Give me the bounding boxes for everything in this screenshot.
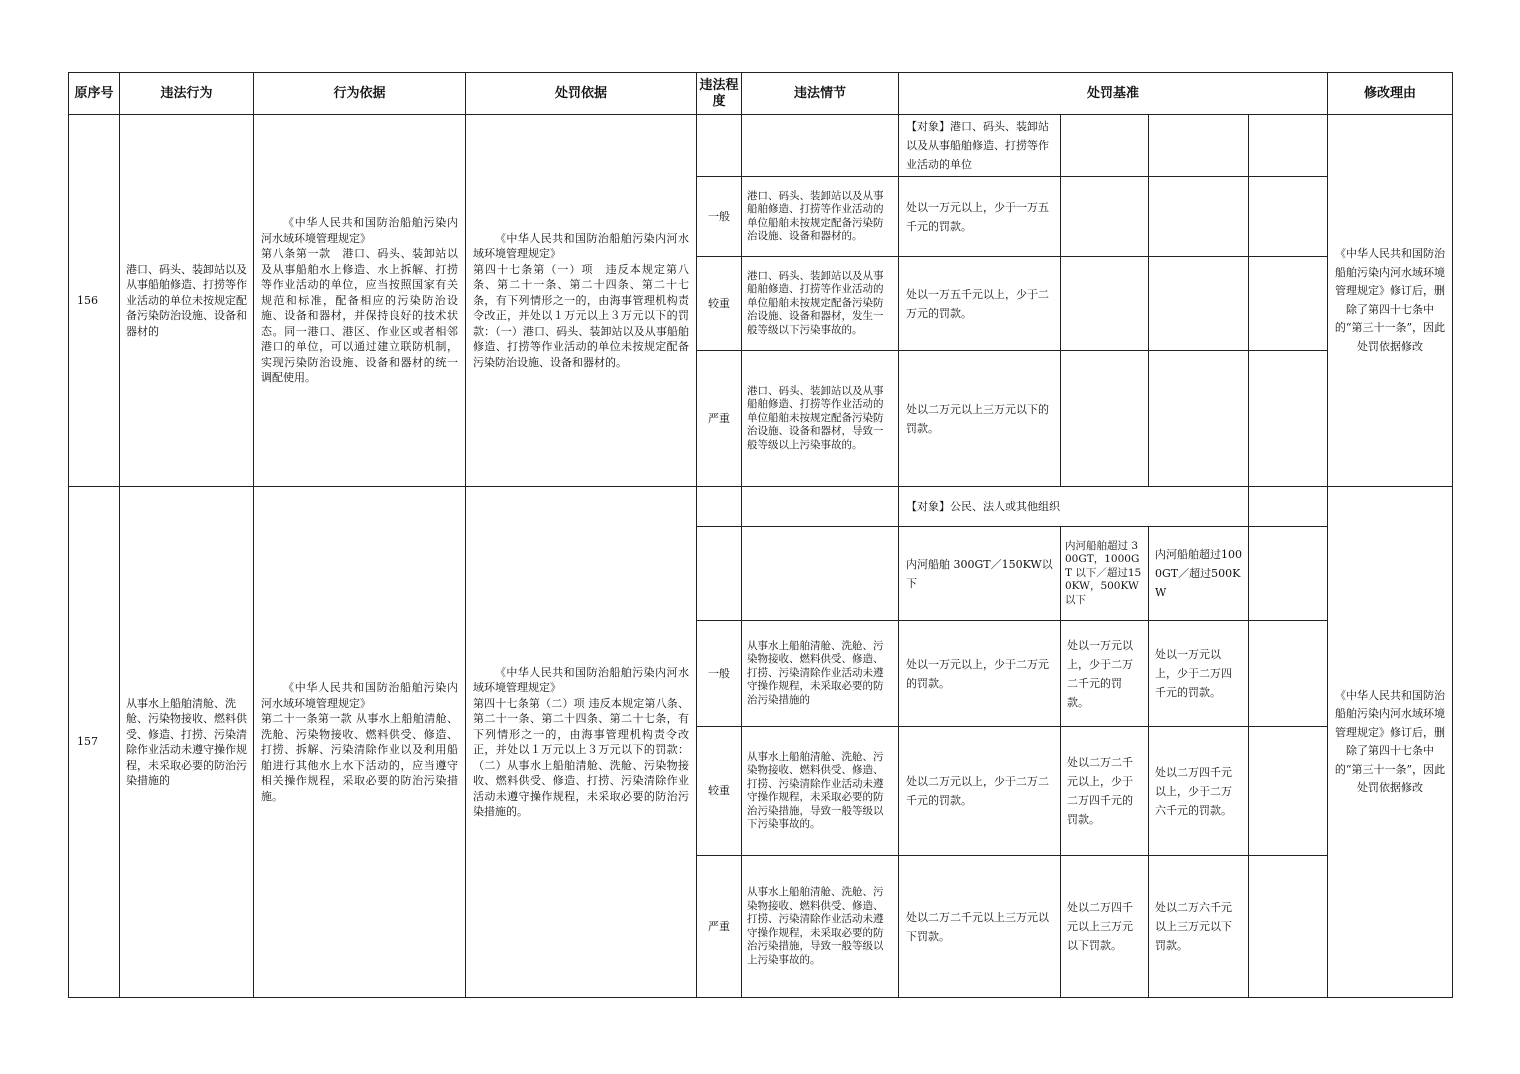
violation-behavior: 从事水上船舶清舱、洗舱、污染物接收、燃料供受、修造、打捞、污染清除作业活动未遵守操作规程，未采取必要的防治污染措施的 <box>120 487 254 998</box>
standard-large: 处以二万四千元以上，少于二万六千元的罚款。 <box>1149 727 1249 856</box>
standard-cell: 处以一万五千元以上，少于二万元的罚款。 <box>899 257 1061 351</box>
target-cell: 【对象】公民、法人或其他组织 <box>899 487 1249 527</box>
behavior-basis: 《中华人民共和国防治船舶污染内河水域环境管理规定》 第八条第一款 港口、码头、装卸站以及从事船舶水上修造、水上拆解、打捞等作业活动的单位，应当按照国家有关规范和标准，配备相应的污染防治设施、设备和器材，并保持良好的技术状态。同一港口、港区、作业区或者相邻港口的单位，可以通过建立联防机制，实现污染防治设施、设备和器材的统一调配使用。 <box>254 115 466 487</box>
empty-cell <box>1249 856 1328 998</box>
category-large-vessel: 内河船舶超过1000GT／超过500KW <box>1149 527 1249 621</box>
situation-cell <box>742 527 899 621</box>
empty-cell <box>1149 177 1249 257</box>
standard-large: 处以二万六千元以上三万元以下罚款。 <box>1149 856 1249 998</box>
category-small-vessel: 内河船舶 300GT／150KW以下 <box>899 527 1061 621</box>
standard-cell: 处以二万元以上三万元以下的罚款。 <box>899 351 1061 487</box>
level-cell <box>697 115 742 177</box>
standard-medium: 处以一万元以上，少于二万二千元的罚款。 <box>1061 621 1149 727</box>
standard-small: 处以二万二千元以上三万元以下罚款。 <box>899 856 1061 998</box>
header-situation: 违法情节 <box>742 73 899 115</box>
standard-small: 处以二万元以上，少于二万二千元的罚款。 <box>899 727 1061 856</box>
header-behavior: 违法行为 <box>120 73 254 115</box>
situation-cell: 港口、码头、装卸站以及从事船舶修造、打捞等作业活动的单位船舶未按规定配备污染防治设施、设备和器材，导致一般等级以上污染事故的。 <box>742 351 899 487</box>
level-cell <box>697 487 742 527</box>
empty-cell <box>1249 257 1328 351</box>
header-seq: 原序号 <box>69 73 120 115</box>
header-standard: 处罚基准 <box>899 73 1328 115</box>
empty-cell <box>1249 177 1328 257</box>
empty-cell <box>1149 115 1249 177</box>
table-row <box>69 487 1453 527</box>
penalty-standards-table <box>68 72 1453 998</box>
situation-cell <box>742 487 899 527</box>
situation-cell: 港口、码头、装卸站以及从事船舶修造、打捞等作业活动的单位船舶未按规定配备污染防治设施、设备和器材，发生一般等级以下污染事故的。 <box>742 257 899 351</box>
header-level: 违法程度 <box>697 73 742 115</box>
standard-large: 处以一万元以上，少于二万四千元的罚款。 <box>1149 621 1249 727</box>
standard-small: 处以一万元以上，少于二万元的罚款。 <box>899 621 1061 727</box>
header-reason: 修改理由 <box>1328 73 1453 115</box>
penalty-basis: 《中华人民共和国防治船舶污染内河水域环境管理规定》 第四十七条第（二）项 违反本规定第八条、第二十一条、第二十四条、第二十七条，有下列情形之一的，由海事管理机构责令改正，并处以１万元以上３万元以下的罚款：（二）从事水上船舶清舱、洗舱、污染物接收、燃料供受、修造、打捞、污染清除作业活动未遵守操作规程，未采取必要的防治污染措施的。 <box>466 487 697 998</box>
category-medium-vessel: 内河船舶超过 300GT，1000GT 以下／超过150KW，500KW以下 <box>1061 527 1149 621</box>
amendment-reason: 《中华人民共和国防治船舶污染内河水域环境管理规定》修订后，删除了第四十七条中的“第三十一条”，因此处罚依据修改 <box>1328 487 1453 998</box>
situation-cell <box>742 115 899 177</box>
penalty-basis: 《中华人民共和国防治船舶污染内河水域环境管理规定》 第四十七条第（一）项 违反本规定第八条、第二十一条、第二十四条、第二十七条，有下列情形之一的，由海事管理机构责令改正，并处以１万元以上３万元以下的罚款：（一）港口、码头、装卸站以及从事船舶修造、打捞等作业活动的单位未按规定配备污染防治设施、设备和器材的。 <box>466 115 697 487</box>
header-basis: 行为依据 <box>254 73 466 115</box>
empty-cell <box>1149 257 1249 351</box>
situation-cell: 港口、码头、装卸站以及从事船舶修造、打捞等作业活动的单位船舶未按规定配备污染防治设施、设备和器材的。 <box>742 177 899 257</box>
record-number: 156 <box>69 115 120 487</box>
empty-cell <box>1249 115 1328 177</box>
empty-cell <box>1061 257 1149 351</box>
standard-medium: 处以二万四千元以上三万元以下罚款。 <box>1061 856 1149 998</box>
target-cell: 【对象】港口、码头、装卸站以及从事船舶修造、打捞等作业活动的单位 <box>899 115 1061 177</box>
level-cell: 较重 <box>697 257 742 351</box>
standard-cell: 处以一万元以上，少于一万五千元的罚款。 <box>899 177 1061 257</box>
behavior-basis: 《中华人民共和国防治船舶污染内河水域环境管理规定》 第二十一条第一款 从事水上船舶清舱、洗舱、污染物接收、燃料供受、修造、打捞、拆解、污染清除作业以及利用船舶进行其他水上水下活动的，应当遵守相关操作规程，采取必要的防治污染措施。 <box>254 487 466 998</box>
violation-behavior: 港口、码头、装卸站以及从事船舶修造、打捞等作业活动的单位未按规定配备污染防治设施、设备和器材的 <box>120 115 254 487</box>
situation-cell: 从事水上船舶清舱、洗舱、污染物接收、燃料供受、修造、打捞、污染清除作业活动未遵守操作规程，未采取必要的防治污染措施的 <box>742 621 899 727</box>
level-cell: 较重 <box>697 727 742 856</box>
level-cell: 严重 <box>697 351 742 487</box>
empty-cell <box>1249 487 1328 527</box>
record-number: 157 <box>69 487 120 998</box>
level-cell: 一般 <box>697 177 742 257</box>
header-penalty-basis: 处罚依据 <box>466 73 697 115</box>
empty-cell <box>1249 621 1328 727</box>
situation-cell: 从事水上船舶清舱、洗舱、污染物接收、燃料供受、修造、打捞、污染清除作业活动未遵守操作规程，未采取必要的防治污染措施，导致一般等级以上污染事故的。 <box>742 856 899 998</box>
level-cell <box>697 527 742 621</box>
empty-cell <box>1061 351 1149 487</box>
standard-medium: 处以二万二千元以上，少于二万四千元的罚款。 <box>1061 727 1149 856</box>
level-cell: 严重 <box>697 856 742 998</box>
empty-cell <box>1249 351 1328 487</box>
level-cell: 一般 <box>697 621 742 727</box>
empty-cell <box>1249 727 1328 856</box>
table-row <box>69 115 1453 177</box>
empty-cell <box>1249 527 1328 621</box>
amendment-reason: 《中华人民共和国防治船舶污染内河水域环境管理规定》修订后，删除了第四十七条中的“第三十一条”，因此处罚依据修改 <box>1328 115 1453 487</box>
empty-cell <box>1061 177 1149 257</box>
empty-cell <box>1061 115 1149 177</box>
empty-cell <box>1149 351 1249 487</box>
header-row <box>69 73 1453 115</box>
situation-cell: 从事水上船舶清舱、洗舱、污染物接收、燃料供受、修造、打捞、污染清除作业活动未遵守操作规程，未采取必要的防治污染措施，导致一般等级以下污染事故的。 <box>742 727 899 856</box>
